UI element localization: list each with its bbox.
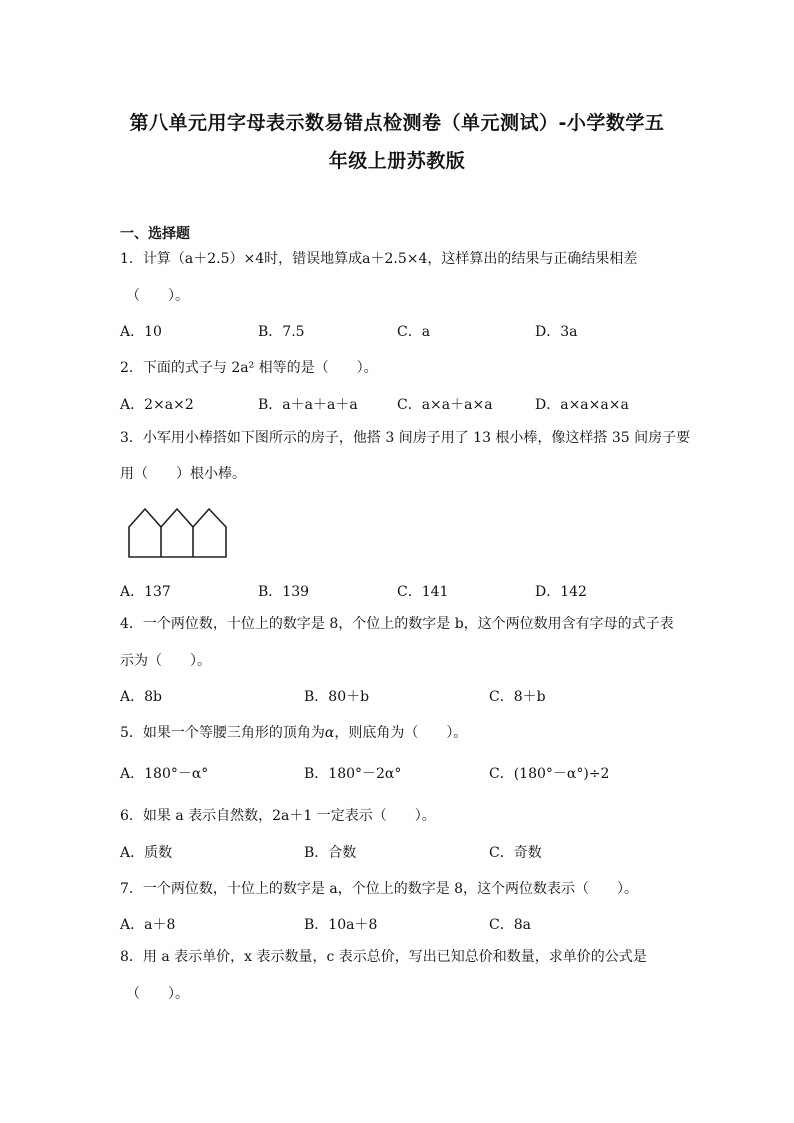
option-d[interactable]: D．3a bbox=[535, 324, 578, 340]
option-b-label: B． bbox=[304, 766, 329, 782]
question-1-blank: （ ）。 bbox=[126, 288, 189, 304]
question-2-text: 2．下面的式子与 2a² 相等的是（ ）。 bbox=[120, 360, 378, 376]
question-3-text: 3．小军用小棒搭如下图所示的房子，他搭 3 间房子用了 13 根小棒，像这样搭 35 间房子要 bbox=[120, 430, 691, 446]
option-a[interactable]: A．质数 bbox=[120, 845, 173, 861]
question-4-options bbox=[120, 686, 680, 706]
question-7-text: 7．一个两位数，十位上的数字是 a，个位上的数字是 8，这个两位数表示（ ）。 bbox=[120, 881, 639, 897]
option-b[interactable] bbox=[304, 763, 401, 783]
option-a[interactable] bbox=[120, 763, 208, 783]
houses-stick-figure bbox=[125, 505, 231, 561]
question-8-text: 8．用 a 表示单价，x 表示数量，c 表示总价，写出已知总价和数量，求单价的公式是 bbox=[120, 949, 647, 965]
option-c[interactable]: C．141 bbox=[397, 584, 449, 600]
question-4-text: 4．一个两位数，十位上的数字是 8，个位上的数字是 b，这个两位数用含有字母的式子表 bbox=[120, 616, 674, 632]
option-a[interactable]: A．2×a×2 bbox=[120, 397, 194, 413]
option-d[interactable]: D．142 bbox=[535, 584, 587, 600]
question-7-options bbox=[120, 914, 680, 934]
question-4-text-line-2: 示为（ ）。 bbox=[120, 653, 211, 669]
option-c[interactable]: C．a×a＋a×a bbox=[397, 397, 493, 413]
option-b[interactable]: B．10a＋8 bbox=[304, 917, 378, 933]
alpha-symbol: α bbox=[324, 725, 335, 741]
option-c[interactable] bbox=[489, 763, 609, 783]
question-5-text-before: 5．如果一个等腰三角形的顶角为 bbox=[120, 725, 325, 741]
option-c-label: C． bbox=[489, 766, 514, 782]
question-1-options bbox=[120, 321, 680, 341]
house-outline bbox=[129, 509, 226, 557]
question-8-blank: （ ）。 bbox=[126, 986, 189, 1002]
option-b[interactable]: B．139 bbox=[258, 584, 310, 600]
document-title-line-2: 年级上册苏教版 bbox=[328, 150, 466, 172]
option-b[interactable]: B．7.5 bbox=[258, 324, 305, 340]
option-c[interactable]: C．8a bbox=[489, 917, 531, 933]
option-c-expression: (180°－α°)÷2 bbox=[513, 766, 610, 782]
option-b[interactable]: B．80＋b bbox=[304, 689, 370, 705]
option-a[interactable]: A．10 bbox=[120, 324, 162, 340]
question-5-options bbox=[120, 763, 680, 783]
question-3-text-line-2: 用（ ）根小棒。 bbox=[120, 466, 246, 482]
option-a-expression: 180°－α° bbox=[144, 766, 209, 782]
option-a[interactable]: A．8b bbox=[120, 689, 162, 705]
option-b-expression: 180°－2α° bbox=[328, 766, 402, 782]
question-6-text: 6．如果 a 表示自然数，2a＋1 一定表示（ ）。 bbox=[120, 808, 436, 824]
option-c[interactable]: C．a bbox=[397, 324, 431, 340]
option-a[interactable]: A．137 bbox=[120, 584, 171, 600]
document-title-line-1: 第八单元用字母表示数易错点检测卷（单元测试）-小学数学五 bbox=[129, 112, 665, 134]
option-d[interactable]: D．a×a×a×a bbox=[535, 397, 629, 413]
question-3-options bbox=[120, 581, 680, 601]
question-5-text-after: ，则底角为（ ）。 bbox=[334, 725, 468, 741]
section-heading: 一、选择题 bbox=[120, 226, 190, 242]
question-1-text: 1．计算（a＋2.5）×4时，错误地算成a＋2.5×4，这样算出的结果与正确结果相差 bbox=[120, 251, 638, 267]
option-a-label: A． bbox=[120, 766, 145, 782]
option-c[interactable]: C．奇数 bbox=[489, 845, 542, 861]
question-6-options bbox=[120, 842, 680, 862]
option-b[interactable]: B．a＋a＋a＋a bbox=[258, 397, 358, 413]
question-5-text bbox=[120, 722, 467, 742]
option-c[interactable]: C．8＋b bbox=[489, 689, 546, 705]
option-b[interactable]: B．合数 bbox=[304, 845, 357, 861]
option-a[interactable]: A．a＋8 bbox=[120, 917, 176, 933]
question-2-options bbox=[120, 394, 680, 414]
